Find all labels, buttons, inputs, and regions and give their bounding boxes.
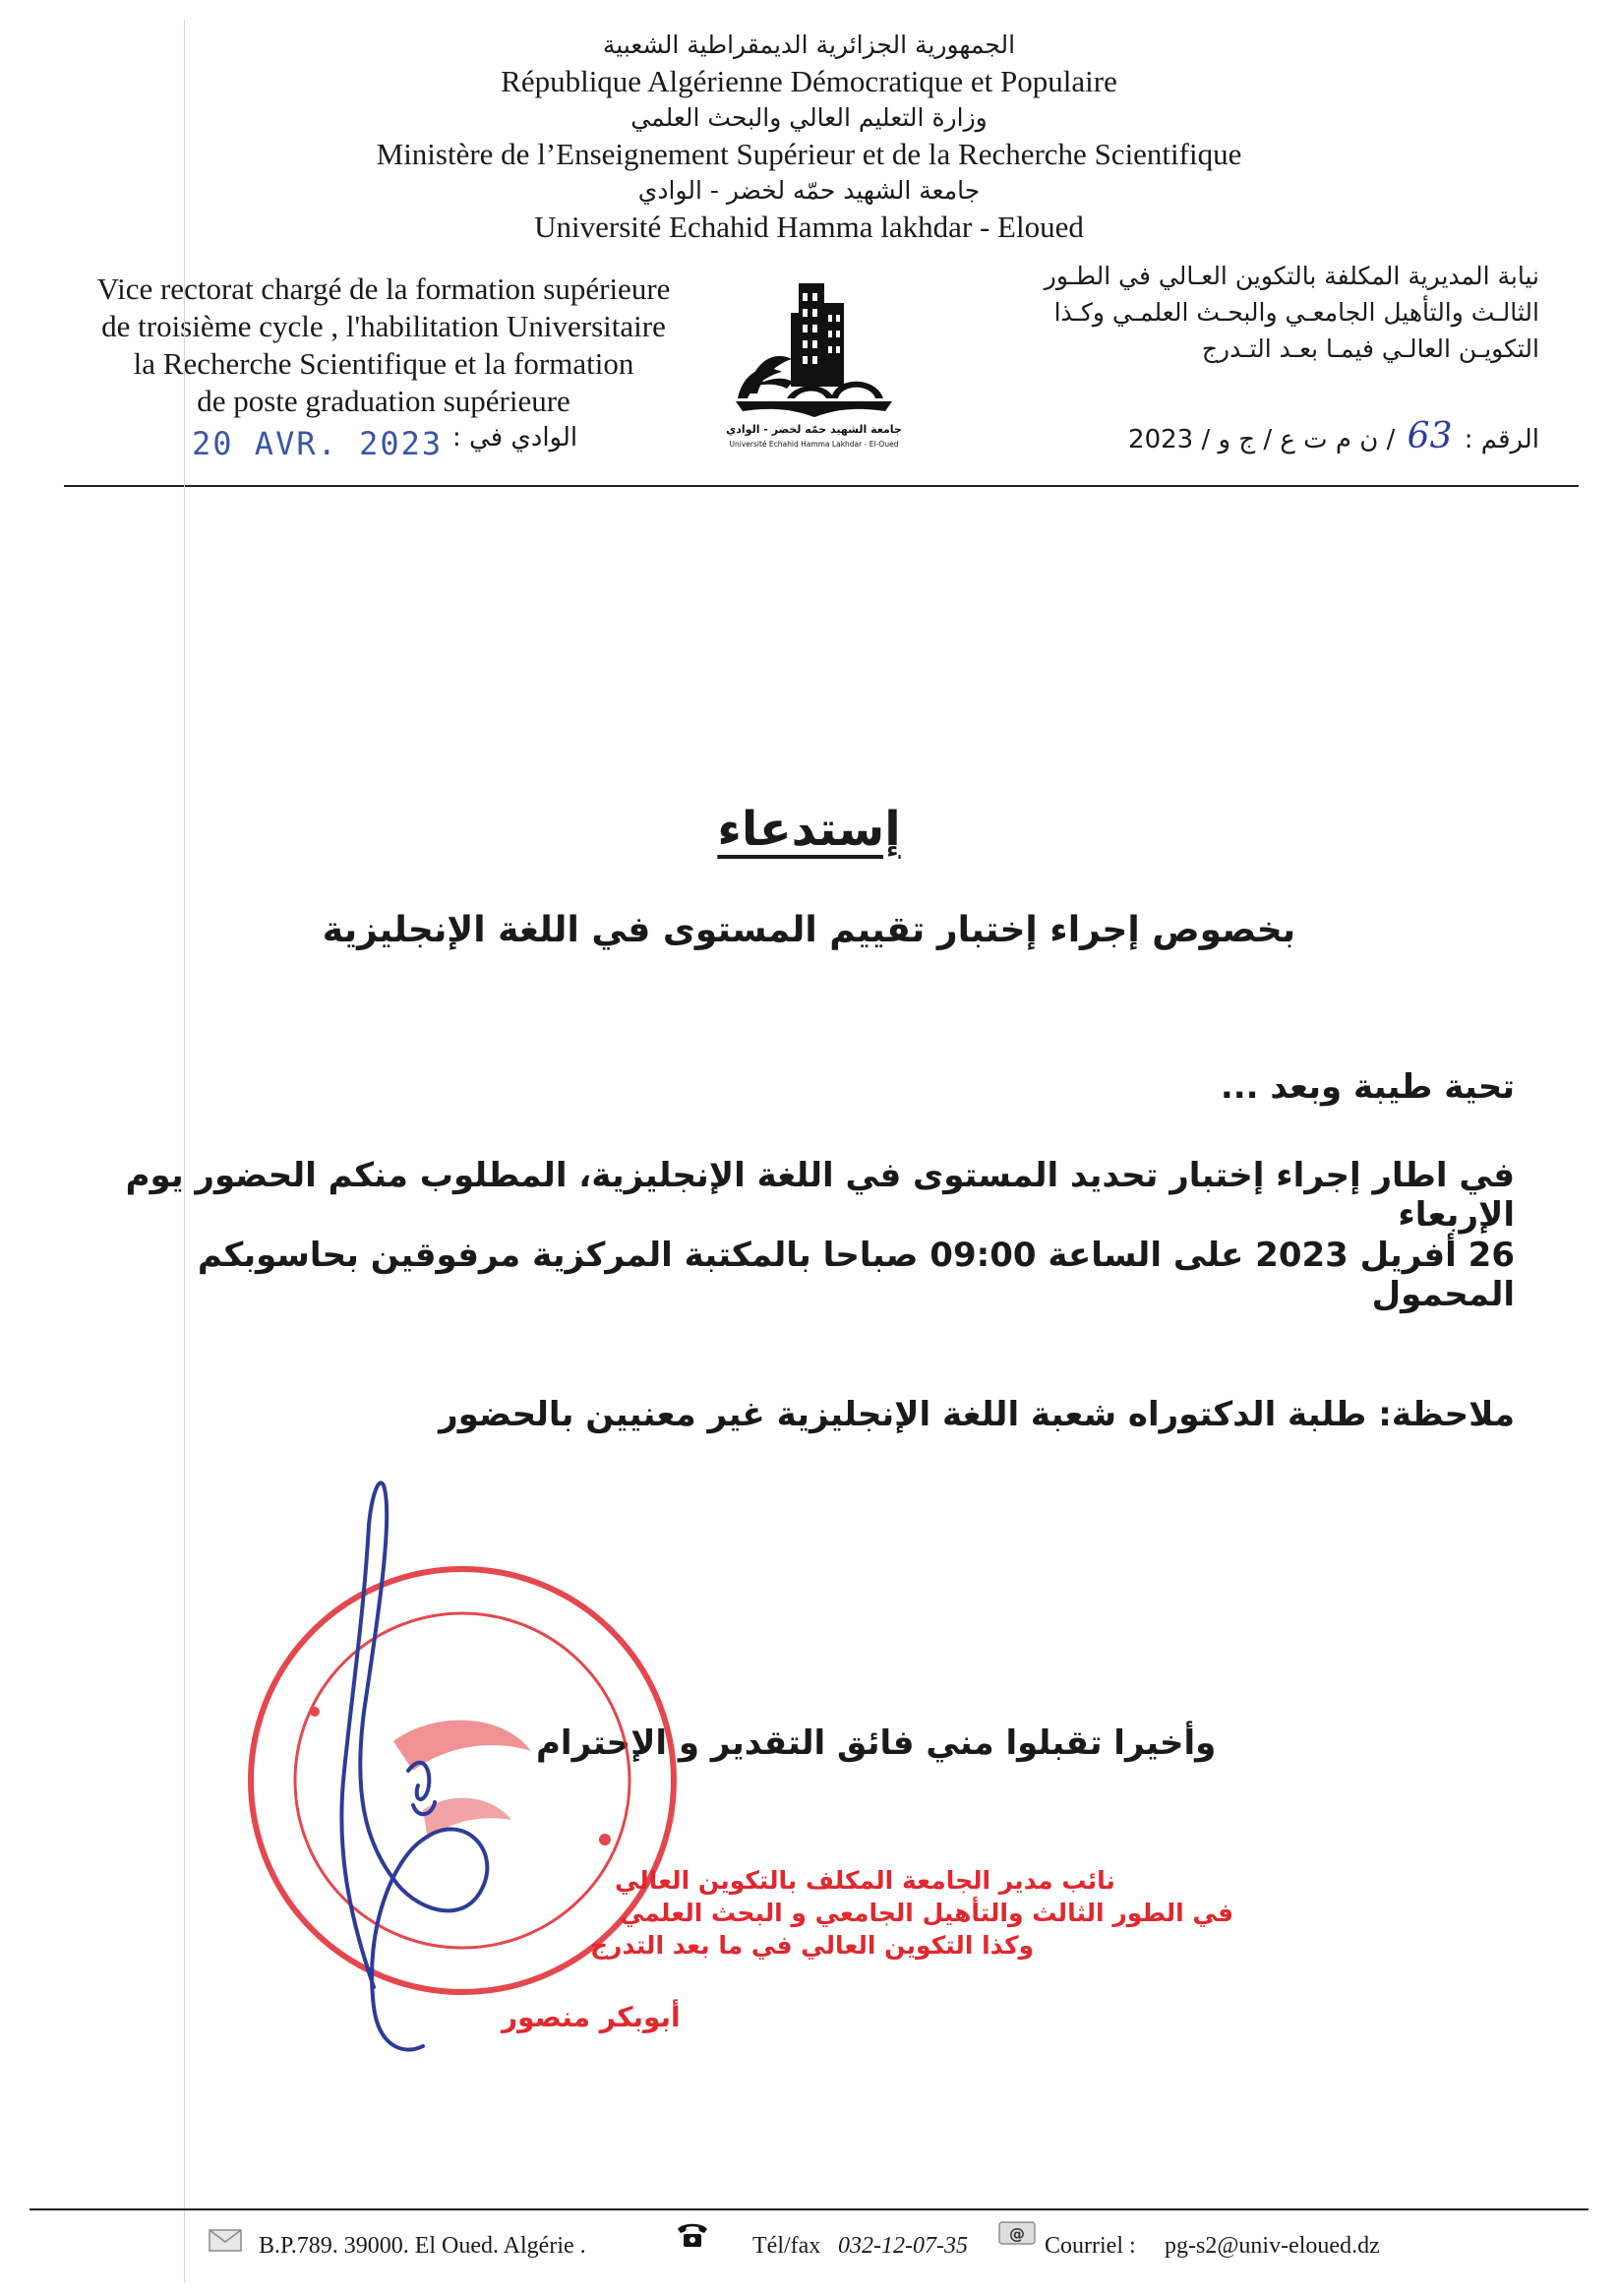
university-fr: Université Echahid Hamma lakhdar - Eloued — [534, 210, 1084, 244]
closing-formula: وأخيرا تقبلوا مني فائق التقدير و الإحترام — [536, 1723, 1217, 1763]
reference-handwritten-number: 63 — [1407, 416, 1453, 456]
date-stamp: 20 AVR. 2023 — [192, 425, 444, 462]
document-title: إستدعاء — [717, 802, 901, 857]
date-label: الوادي في : — [452, 423, 578, 453]
vice-rectorate-line: la Recherche Scientifique et la formation — [133, 346, 634, 381]
vice-rectorate-ar-line: التكويـن العالـي فيمـا بعـد التـدرج — [1201, 334, 1539, 363]
footer-divider — [30, 2208, 1588, 2210]
body-paragraph-line: 26 أفريل 2023 على الساعة 09:00 صباحا بالمكتبة المركزية مرفوقين بحاسوبكم المحمول — [197, 1236, 1515, 1314]
vice-rectorate-fr — [59, 271, 708, 420]
vice-rectorate-line: de troisième cycle , l'habilitation Universitaire — [101, 309, 666, 343]
vice-rectorate-line: de poste graduation supérieure — [197, 384, 570, 418]
stamp-line: وكذا التكوين العالي في ما بعد التدرج — [590, 1931, 1035, 1960]
stamp-signatory: أبوبكر منصور — [502, 2001, 681, 2033]
footer-tel-value: 032-12-07-35 — [838, 2233, 968, 2259]
footer-email-value: pg-s2@univ-eloued.dz — [1165, 2233, 1380, 2259]
reference-label: الرقم : — [1464, 425, 1539, 454]
logo-caption-fr: Université Echahid Hamma Lakhdar - El-Oued — [729, 440, 899, 449]
stamp-line: في الطور الثالث والتأهيل الجامعي و البحث العلمي — [620, 1899, 1234, 1927]
republic-fr: République Algérienne Démocratique et Populaire — [501, 64, 1117, 98]
vice-rectorate-ar-line: نيابة المديرية المكلفة بالتكوين العـالي في الطـور — [1044, 262, 1539, 290]
header-divider — [64, 485, 1579, 487]
body-paragraph-line: في اطار إجراء إختبار تحديد المستوى في اللغة الإنجليزية، المطلوب منكم الحضور يوم الإربعاء — [125, 1156, 1515, 1235]
document-subject: بخصوص إجراء إختبار تقييم المستوى في اللغة الإنجليزية — [322, 910, 1296, 950]
ministry-fr: Ministère de l’Enseignement Supérieur et de la Recherche Scientifique — [376, 137, 1242, 171]
footer-email-label: Courriel : — [1045, 2233, 1136, 2259]
greeting: تحية طيبة وبعد ... — [1220, 1067, 1515, 1107]
note: ملاحظة: طلبة الدكتوراه شعبة اللغة الإنجليزية غير معنيين بالحضور — [439, 1395, 1515, 1434]
reference-code: / ن م ت ع / ج و / 2023 — [1128, 425, 1396, 454]
svg-text:@: @ — [1009, 2224, 1025, 2243]
logo-caption-ar: جامعة الشهيد حمّه لخضر - الوادي — [726, 423, 902, 436]
reference-number — [1128, 416, 1539, 456]
letterhead — [0, 30, 1618, 248]
mail-icon — [209, 2227, 242, 2253]
at-sign-icon — [998, 2221, 1036, 2245]
vice-rectorate-line: Vice rectorat chargé de la formation supérieure — [96, 272, 671, 306]
stamp-line: نائب مدير الجامعة المكلف بالتكوين العالي — [615, 1866, 1115, 1895]
telephone-icon — [675, 2221, 710, 2249]
republic-ar: الجمهورية الجزائرية الديمقراطية الشعبية — [602, 30, 1016, 59]
vice-rectorate-ar — [989, 258, 1539, 367]
ministry-ar: وزارة التعليم العالي والبحث العلمي — [630, 103, 988, 132]
university-logo — [728, 266, 900, 453]
vice-rectorate-ar-line: الثالـث والتأهيل الجامعـي والبحـث العلمـي وكـذا — [1053, 298, 1539, 327]
footer-address: B.P.789. 39000. El Oued. Algérie . — [259, 2233, 586, 2259]
university-ar: جامعة الشهيد حمّه لخضر - الوادي — [637, 176, 981, 205]
footer-tel-label: Tél/fax — [752, 2233, 821, 2259]
